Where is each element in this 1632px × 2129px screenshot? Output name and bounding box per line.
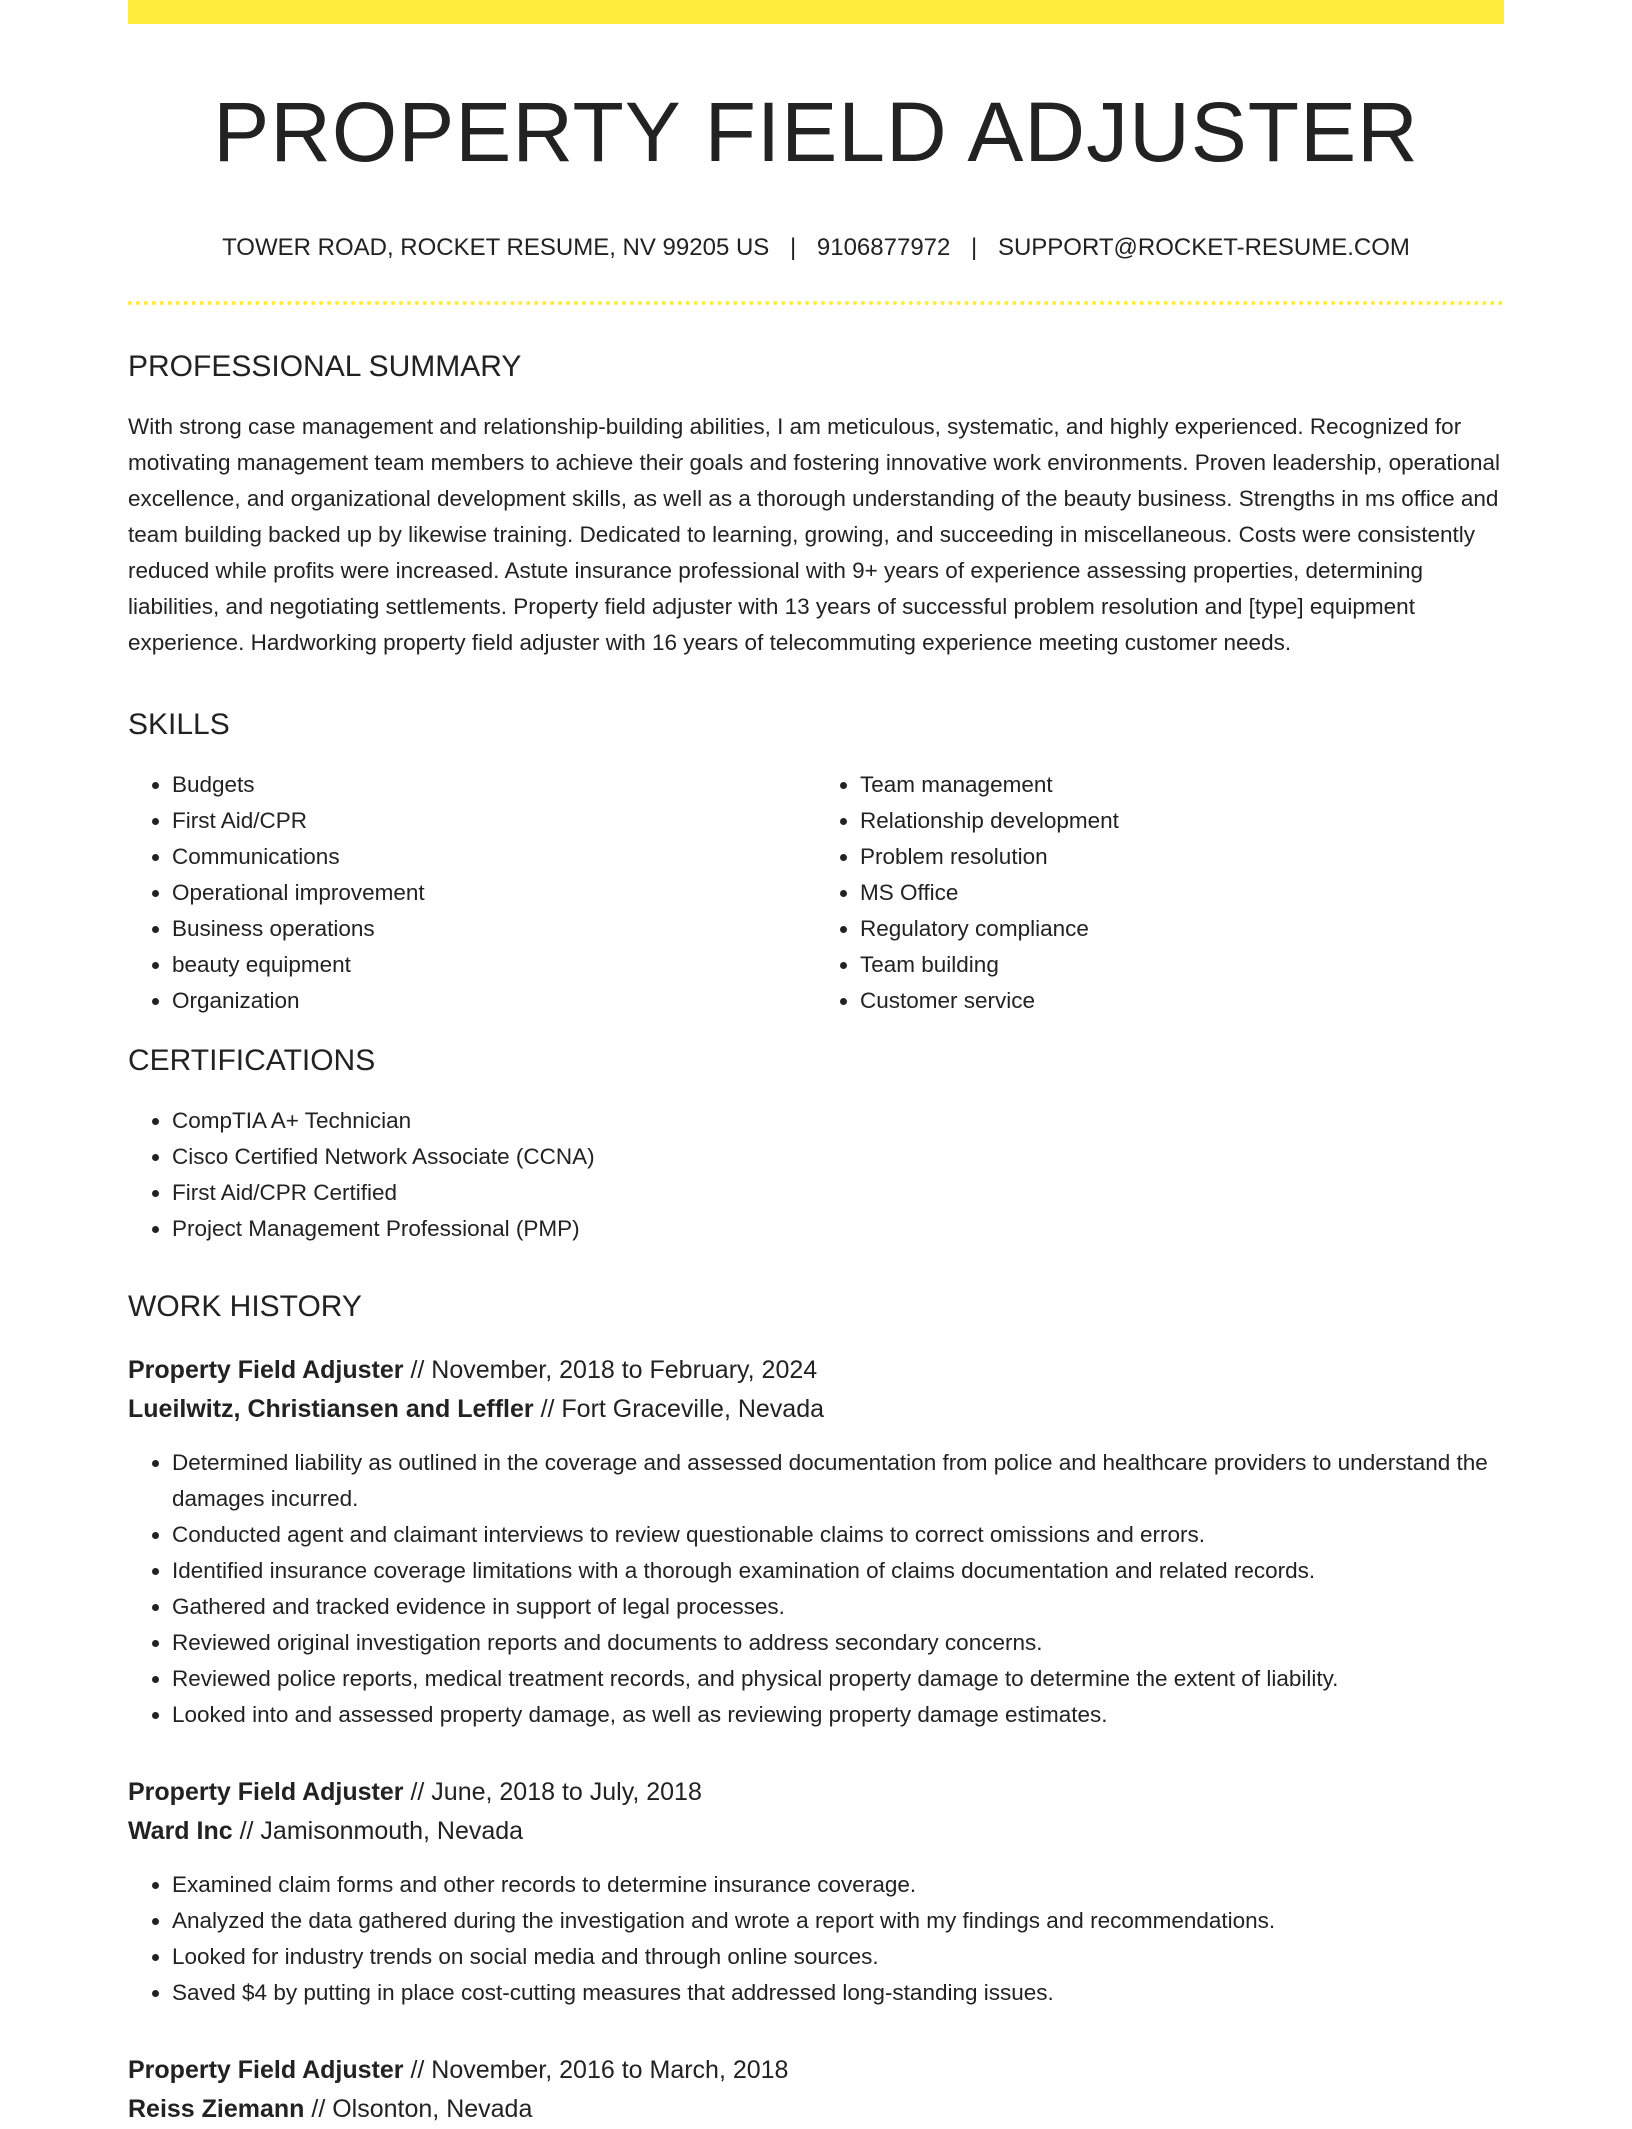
skill-item: • Regulatory compliance [860,911,1504,947]
job-role: Property Field Adjuster [128,2056,404,2085]
job-title-line [128,1773,1504,1812]
skill-item: • Team building [860,947,1504,983]
job-location: // Fort Graceville, Nevada [533,1395,825,1424]
skills-heading: SKILLS [128,708,230,742]
contact-address: TOWER ROAD, ROCKET RESUME, NV 99205 US [222,234,770,262]
skill-item: • Relationship development [860,803,1504,839]
contact-separator: | [971,234,978,262]
job-duties-list [128,1445,1504,1733]
skill-item: • Problem resolution [860,839,1504,875]
job-title-line [128,2051,1504,2090]
job-location: // Jamisonmouth, Nevada [232,1817,524,1846]
skill-item: • Team management [860,767,1504,803]
job-role: Property Field Adjuster [128,1356,404,1385]
job-duties-list [128,1867,1504,2011]
job-dates: // June, 2018 to July, 2018 [403,1778,702,1807]
certifications-heading: CERTIFICATIONS [128,1044,376,1078]
job-location: // Olsonton, Nevada [304,2095,533,2124]
work-history-heading: WORK HISTORY [128,1290,362,1324]
summary-text: With strong case management and relationship-building abilities, I am meticulous, systematic, and highly experienced. Recognized for motivating management team members to achieve their goals and fostering innovative work environments. Proven leadership, operational excellence, and organizational development skills, as well as a thorough understanding of the beauty business. Strengths in ms office and team building backed up by likewise training. Dedicated to learning, growing, and succeeding in miscellaneous. Costs were consistently reduced while profits were increased. Astute insurance professional with 9+ years of experience assessing properties, determining liabilities, and negotiating settlements. Property field adjuster with 13 years of successful problem resolution and [type] equipment experience. Hardworking property field adjuster with 16 years of telecommuting experience meeting customer needs. [128,414,1500,656]
job-entry [128,1773,1504,2011]
job-dates: // November, 2016 to March, 2018 [403,2056,789,2085]
accent-top-bar [128,0,1504,24]
job-duty-item: • Conducted agent and claimant interviews to review questionable claims to correct omissions and errors. [172,1517,1504,1553]
job-dates: // November, 2018 to February, 2024 [403,1356,818,1385]
skill-item: • Organization [172,983,816,1019]
job-company-line [128,2090,1504,2129]
skills-list-right [816,767,1504,1019]
resume-page [128,0,1504,2129]
skill-item: • beauty equipment [172,947,816,983]
skill-item: • Communications [172,839,816,875]
job-duty-item: • Looked into and assessed property damage, as well as reviewing property damage estimates. [172,1697,1504,1733]
job-company-line [128,1812,1504,1851]
contact-email: SUPPORT@ROCKET-RESUME.COM [997,234,1410,262]
certification-item: • Project Management Professional (PMP) [172,1211,1504,1247]
contact-separator: | [789,234,797,262]
skill-item: • Operational improvement [172,875,816,911]
skills-columns [128,767,1504,1019]
certifications-list [128,1103,1504,1247]
job-duty-item: • Examined claim forms and other records to determine insurance coverage. [172,1867,1504,1903]
job-entry [128,1351,1504,1733]
job-duty-item: • Determined liability as outlined in the coverage and assessed documentation from police and healthcare providers to understand the damages incurred. [172,1445,1504,1517]
job-duty-item: • Reviewed police reports, medical treatment records, and physical property damage to determine the extent of liability. [172,1661,1504,1697]
job-company: Ward Inc [128,1817,233,1846]
skill-item: • Customer service [860,983,1504,1019]
job-duty-item: • Saved $4 by putting in place cost-cutting measures that addressed long-standing issues. [172,1975,1504,2011]
job-company: Lueilwitz, Christiansen and Leffler [128,1395,534,1424]
skills-list-left [128,767,816,1019]
resume-name: PROPERTY FIELD ADJUSTER [213,85,1419,179]
certification-item: • First Aid/CPR Certified [172,1175,1504,1211]
job-duty-item: • Looked for industry trends on social media and through online sources. [172,1939,1504,1975]
job-role: Property Field Adjuster [128,1778,404,1807]
job-company-line [128,1390,1504,1429]
job-duty-item: • Gathered and tracked evidence in support of legal processes. [172,1589,1504,1625]
summary-heading: PROFESSIONAL SUMMARY [128,350,522,384]
skill-item: • MS Office [860,875,1504,911]
contact-line [128,234,1504,263]
skill-item: • Budgets [172,767,816,803]
job-duty-item: • Identified insurance coverage limitations with a thorough examination of claims documentation and related records. [172,1553,1504,1589]
certification-item: • Cisco Certified Network Associate (CCNA) [172,1139,1504,1175]
certification-item: • CompTIA A+ Technician [172,1103,1504,1139]
job-title-line [128,1351,1504,1390]
header-divider [128,301,1504,305]
skill-item: • First Aid/CPR [172,803,816,839]
job-duty-item: • Analyzed the data gathered during the investigation and wrote a report with my findings and recommendations. [172,1903,1504,1939]
job-entry [128,2051,1504,2129]
skill-item: • Business operations [172,911,816,947]
job-company: Reiss Ziemann [128,2095,305,2124]
work-history-list [128,1351,1504,2129]
contact-phone: 9106877972 [816,234,951,262]
job-duty-item: • Reviewed original investigation reports and documents to address secondary concerns. [172,1625,1504,1661]
